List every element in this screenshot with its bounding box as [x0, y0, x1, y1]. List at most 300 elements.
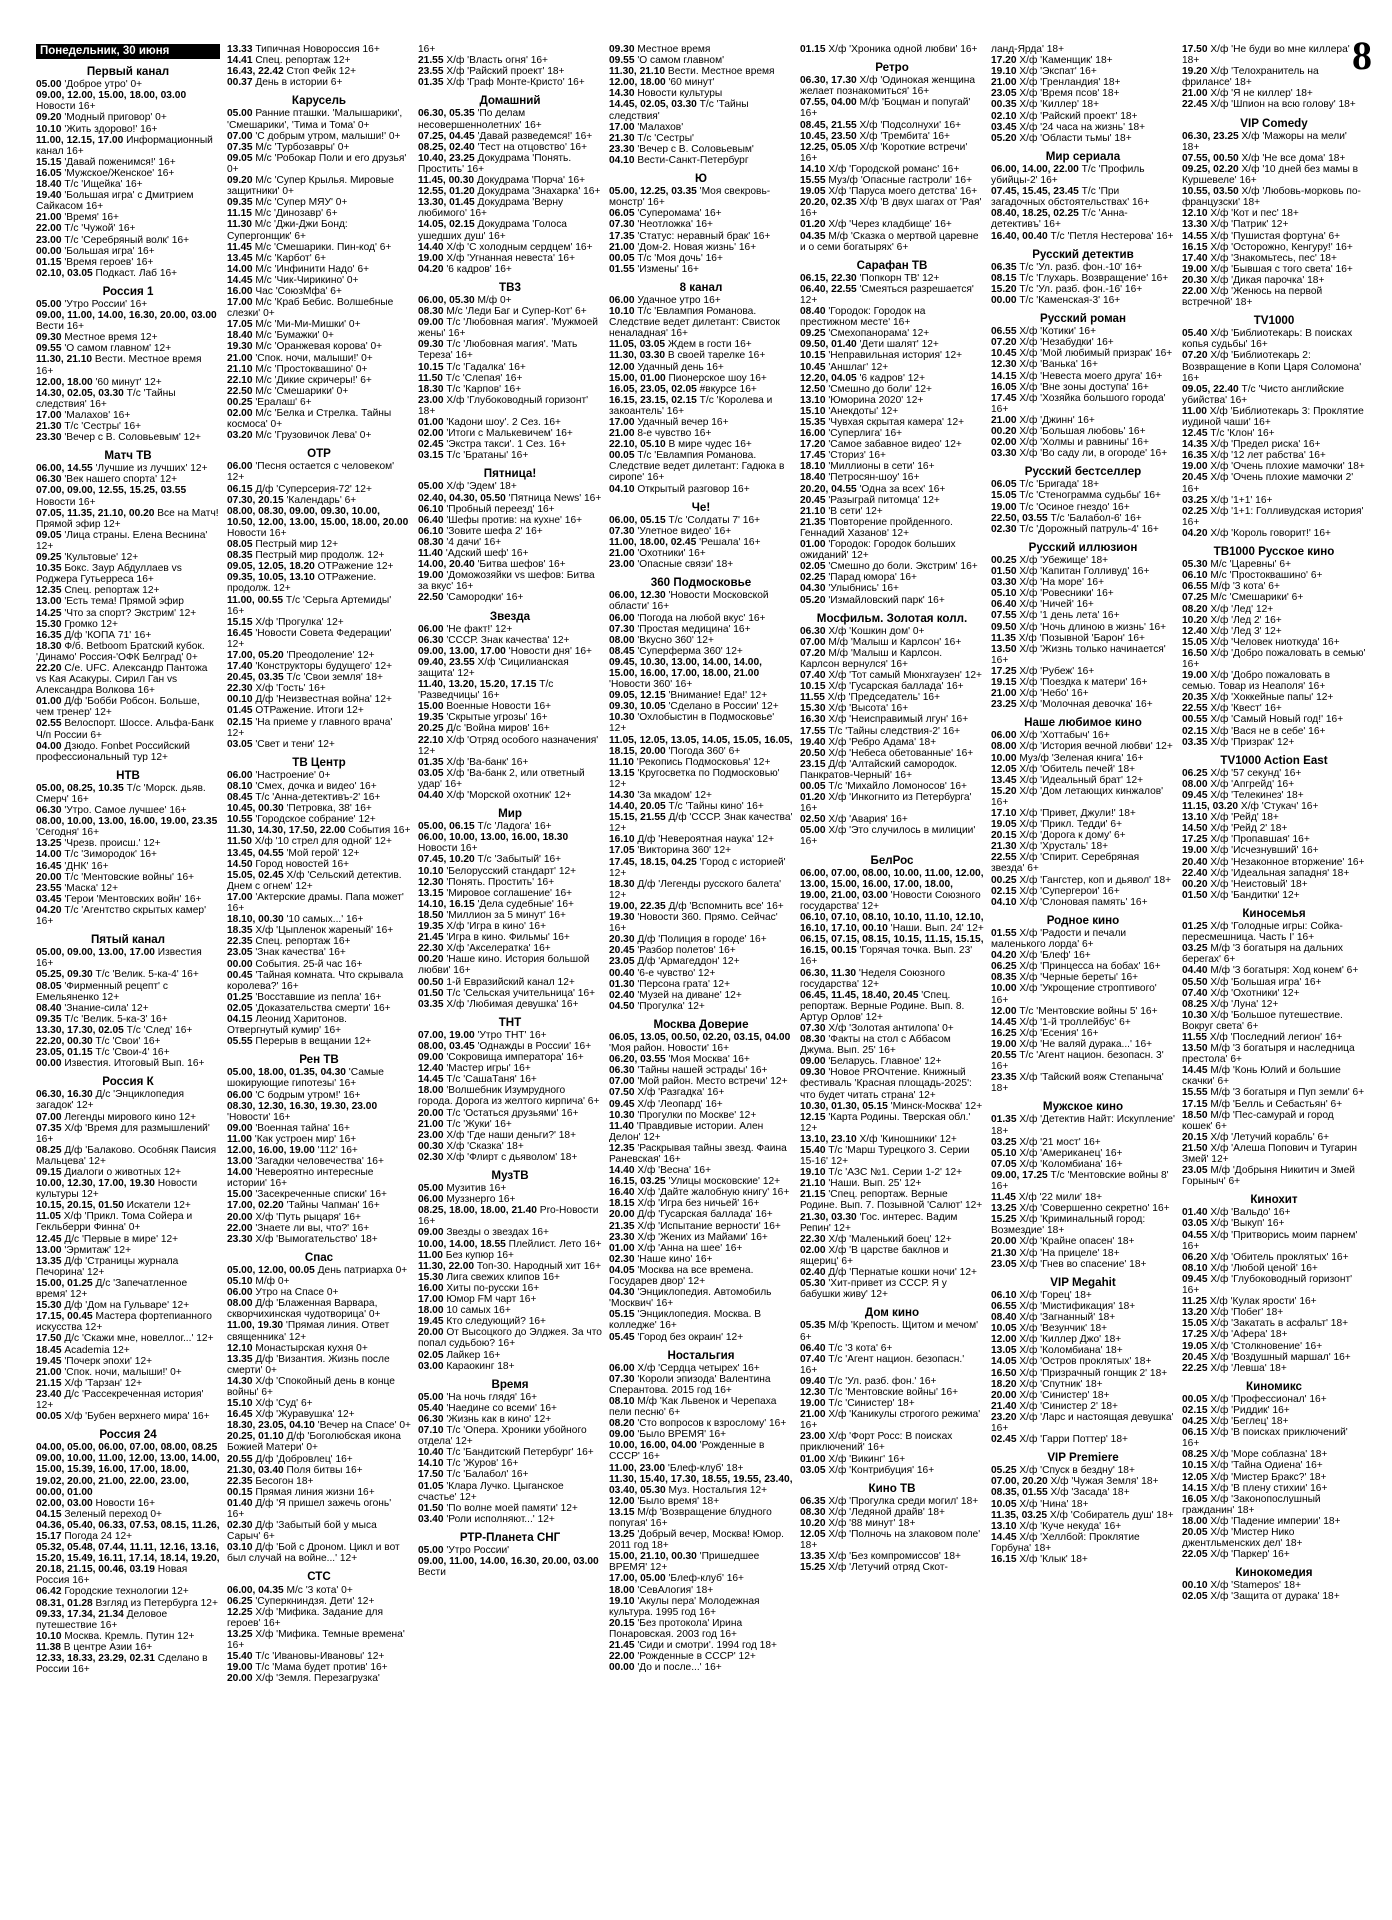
program-title: 'Лица страны. Елена Веснина' 12+	[36, 529, 208, 552]
program-entry	[1182, 1405, 1366, 1416]
program-time: 16.15, 03.25	[609, 1176, 669, 1188]
program-entry	[609, 1440, 793, 1462]
program-entry	[800, 273, 984, 284]
program-entry	[609, 934, 793, 945]
program-entry	[418, 1514, 602, 1525]
program-time: 07.40	[800, 670, 829, 682]
program-title: М/с 'Супер Крылья. Мировые защитники' 0+	[227, 175, 394, 198]
program-title: С/е. UFC. Александр Пантожа vs Кая Асакуры. Сирил Ган vs Александра Волкова 16+	[36, 662, 208, 697]
program-entry	[36, 894, 220, 905]
program-time: 10.00	[991, 752, 1020, 764]
program-time: 04.20	[1182, 527, 1211, 539]
program-time: 14.41	[227, 55, 256, 67]
program-title: М/с '3 кота' 0+	[286, 1584, 353, 1596]
program-entry	[227, 1487, 411, 1498]
program-time: 12.10	[227, 1342, 256, 1354]
program-time: 00.25	[991, 554, 1020, 566]
program-time: 00.25	[991, 874, 1020, 886]
program-title: Academia 12+	[64, 1344, 130, 1356]
channel-name: Спас	[304, 1250, 334, 1264]
program-entry	[609, 1065, 793, 1076]
program-title: Т/с 'Евлампия Романова. Следствие ведет дилетант: Гадюка в сиропе' 16+	[609, 450, 785, 484]
program-entry	[418, 253, 602, 264]
program-entry	[991, 1379, 1175, 1390]
program-time: 07.35	[227, 141, 256, 153]
program-title: 'Энциклопедия. Москва. В колледже' 16+	[609, 1309, 762, 1332]
program-title: 'Городок: Городок больших ожиданий' 12+	[800, 539, 956, 562]
program-entry	[227, 1036, 411, 1047]
program-title: Открытый разговор 16+	[637, 483, 750, 495]
program-entry	[1182, 999, 1366, 1010]
program-time: 22.10	[418, 734, 447, 746]
program-entry	[1182, 890, 1366, 901]
program-time: 06.25	[227, 1595, 256, 1607]
program-time: 00.37	[227, 77, 256, 89]
program-entry	[418, 339, 602, 361]
program-entry	[36, 79, 220, 90]
program-time: 21.15	[800, 1189, 829, 1201]
program-entry	[1182, 1307, 1366, 1318]
program-title: Х/ф 'Бубен верхнего мира' 16+	[64, 1411, 210, 1423]
program-entry	[609, 373, 793, 384]
program-time: 13.33	[227, 44, 256, 55]
program-time: 10.30	[609, 1109, 638, 1121]
program-time: 18.10, 00.30	[227, 914, 287, 926]
program-entry	[800, 1134, 984, 1145]
program-entry	[418, 701, 602, 712]
program-title: Все на Матч! Прямой эфир 12+	[36, 507, 219, 530]
program-title: Х/ф 'Во саду ли, в огороде' 16+	[1019, 448, 1168, 460]
program-entry	[800, 637, 984, 648]
program-entry	[227, 694, 411, 705]
program-entry	[800, 131, 984, 142]
program-title: Х/ф 'Большая любовь' 16+	[1019, 426, 1146, 437]
program-time: 00.20	[1182, 878, 1211, 890]
program-time: 02.30	[991, 523, 1020, 535]
program-time: 15.05, 02.45	[227, 869, 287, 881]
program-entry	[36, 1311, 220, 1333]
program-title: Х/ф 'Ночь длиною в жизнь' 16+	[1019, 621, 1167, 633]
program-time: 07.30	[800, 1022, 829, 1034]
program-entry	[418, 1194, 602, 1205]
program-title: Х/ф 'Прикл. Тедди' 6+	[1019, 819, 1123, 831]
program-time: 08.35	[227, 550, 256, 562]
program-title: Х/ф 'Пушистая фортуна' 6+	[1210, 230, 1341, 242]
program-title: Х/ф 'Очень плохие мамочки' 18+	[1210, 461, 1365, 473]
program-time: 23.30	[609, 143, 638, 155]
program-title: Х/ф 'Леопард' 16+	[637, 1098, 723, 1110]
program-entry	[800, 428, 984, 439]
program-title: Новости 16+	[418, 843, 478, 855]
program-title: Х/ф 'Председатель' 16+	[827, 692, 941, 704]
program-title: 'Шефы против: на кухне' 16+	[446, 514, 583, 526]
program-entry	[991, 1521, 1175, 1532]
program-title: 'Почерк эпохи' 12+	[64, 1355, 153, 1367]
program-time: 17.40	[1182, 252, 1211, 264]
program-title: 'Новое PRОчтение. Книжный фестиваль 'Красная площадь-2025': что будет читать страна' 12+	[800, 1067, 972, 1101]
program-entry	[800, 814, 984, 825]
program-time: 15.00, 21.10, 00.30	[609, 1551, 700, 1563]
program-entry	[1182, 1230, 1366, 1252]
program-entry	[227, 1465, 411, 1476]
program-time: 07.55, 00.50	[1182, 152, 1242, 164]
program-title: 'Время' 16+	[64, 212, 119, 224]
program-title: Х/ф 'Авария' 16+	[828, 814, 908, 826]
program-entry	[800, 495, 984, 506]
program-entry	[1182, 1591, 1366, 1602]
program-time: 10.10	[418, 865, 447, 877]
program-title: Т/с 'Ментовские войны 8' 16+	[991, 1169, 1169, 1192]
program-entry	[418, 1041, 602, 1052]
program-time: 13.25	[609, 1529, 638, 1541]
program-entry	[800, 934, 984, 967]
channel-name: ТВ3	[499, 280, 521, 294]
program-time: 21.30, 03.30	[800, 1211, 860, 1223]
program-time: 15.00, 01.25	[36, 1277, 96, 1289]
program-time: 07.10	[418, 1425, 447, 1437]
program-title: Д/с 'Первые в мире' 12+	[64, 1233, 179, 1245]
program-entry	[36, 1089, 220, 1111]
program-time: 05.00	[36, 298, 65, 310]
program-entry	[227, 914, 411, 925]
program-title: Докудрама 'Порча' 16+	[476, 175, 586, 187]
program-time: 20.00	[609, 1209, 638, 1221]
program-title: 'Герои 'Ментовских войн' 16+	[64, 893, 202, 905]
program-title: Т/с 'Велик. 5-ка-4' 16+	[95, 969, 199, 981]
program-time: 16.40, 00.40	[991, 230, 1051, 242]
program-time: 10.15	[800, 350, 829, 362]
program-title: Т/с 'Свои земля' 18+	[286, 672, 383, 684]
program-title: Х/ф 'Путь рыцаря' 16+	[255, 1211, 361, 1223]
program-entry	[991, 1323, 1175, 1334]
channel-name: TV1000 Action East	[1220, 753, 1328, 767]
program-entry	[227, 1265, 411, 1276]
program-time: 05.40	[1182, 328, 1211, 340]
program-time: 13.30	[1182, 219, 1211, 231]
program-title: 'Улыбнись' 16+	[828, 583, 899, 595]
program-title: 'Петровка, 38' 16+	[286, 803, 372, 815]
program-entry	[36, 1367, 220, 1378]
program-title: Вести. Местное время 16+	[36, 354, 202, 377]
program-time: 16.05	[36, 167, 65, 179]
program-entry	[418, 428, 602, 439]
program-title: 'Сегодня' 16+	[36, 827, 100, 839]
program-entry	[227, 1431, 411, 1453]
program-time: 08.30	[800, 1034, 829, 1046]
program-time: 12.00, 16.00, 19.00	[227, 1145, 318, 1156]
program-title: Х/ф 'Лед' 12+	[1210, 603, 1274, 615]
program-entry	[36, 1058, 220, 1069]
program-entry	[609, 395, 793, 417]
program-time: 05.55	[227, 1036, 256, 1048]
program-time: 20.25, 01.10	[227, 1431, 287, 1443]
program-time: 00.10	[1182, 1580, 1211, 1592]
program-entry	[609, 812, 793, 834]
program-entry	[36, 1167, 220, 1178]
program-entry	[800, 362, 984, 373]
program-time: 09.25, 02.20	[1182, 163, 1242, 175]
program-time: 06.15	[227, 483, 256, 495]
program-title: 'Прямая линия. Ответ священника' 12+	[227, 1320, 390, 1343]
program-time: 17.00	[609, 121, 638, 133]
program-time: 22.55	[991, 852, 1020, 864]
program-entry	[418, 657, 602, 679]
program-entry	[991, 524, 1175, 535]
program-entry	[1182, 1087, 1366, 1098]
program-entry	[418, 515, 602, 526]
program-entry	[800, 1320, 984, 1342]
program-title: 'Факты на стол с Аббасом Джума. Вып. 25' 16+	[800, 1034, 951, 1057]
program-time: 18.40	[800, 472, 829, 484]
program-time: 12.55, 01.20	[418, 186, 478, 198]
program-time: 10.30, 01.30, 05.15	[800, 1100, 891, 1112]
program-entry	[991, 1334, 1175, 1345]
program-title: Т/с 'Сестры'	[637, 132, 694, 144]
program-entry	[36, 1586, 220, 1597]
program-time: 14.45	[991, 1016, 1020, 1028]
program-time: 11.30, 22.00	[418, 1260, 477, 1272]
program-title: Х/ф 'Клык' 18+	[1019, 1554, 1088, 1565]
program-time: 16.35	[1182, 450, 1211, 462]
program-title: Х/ф 'Высота' 16+	[828, 703, 909, 715]
channel-name: Мир	[498, 807, 522, 821]
program-entry	[609, 879, 793, 901]
program-entry	[991, 1390, 1175, 1401]
program-title: 'Знак качества' 16+	[255, 947, 346, 959]
program-time: 05.00	[418, 1183, 447, 1195]
program-entry	[418, 570, 602, 592]
program-title: Д/ф 'Дом на Гульваре' 12+	[64, 1300, 190, 1312]
program-time: 19.00	[991, 1038, 1020, 1050]
program-title: 'С бодрым утром!' 16+	[255, 1089, 361, 1101]
channel-name: Карусель	[291, 94, 347, 108]
program-title: Х/ф 'Телекинез' 18+	[1210, 790, 1304, 801]
program-title: 'СевАлогия' 18+	[637, 1584, 714, 1596]
program-time: 05.00	[418, 481, 447, 493]
program-entry	[227, 430, 411, 441]
program-entry	[1182, 495, 1366, 506]
program-entry	[36, 1200, 220, 1211]
program-time: 00.00	[609, 1662, 638, 1674]
program-title: Спец. репортаж 12+	[255, 55, 351, 67]
program-entry	[991, 1203, 1175, 1214]
channel-name: Русский бестселлер	[1024, 465, 1142, 479]
program-time: 15.05	[1182, 1318, 1211, 1330]
program-time: 23.25	[991, 699, 1020, 711]
program-time: 04.35	[800, 230, 829, 242]
program-entry	[418, 66, 602, 77]
program-entry	[1182, 570, 1366, 581]
program-time: 12.00	[609, 1495, 638, 1507]
program-entry	[1182, 1132, 1366, 1143]
program-entry	[609, 1551, 793, 1573]
channel-name: Дом кино	[864, 1306, 920, 1320]
program-entry	[609, 186, 793, 208]
program-time: 07.00, 09.00, 12.55, 15.25, 03.55	[36, 485, 187, 497]
program-title: Ждем в гости 16+	[667, 339, 752, 351]
program-entry	[1182, 275, 1366, 286]
program-title: Город новостей 16+	[255, 858, 350, 870]
program-time: 15.20	[991, 785, 1020, 797]
program-time: 18.30	[418, 383, 447, 395]
program-time: 14.05, 02.15	[418, 219, 478, 231]
program-entry	[991, 555, 1175, 566]
program-time: 10.20	[800, 1518, 829, 1529]
program-entry	[609, 264, 793, 275]
program-title: Х/ф 'Спокойный день в конце войны' 6+	[227, 1375, 395, 1398]
program-title: Х/ф 'Очень плохие мамочки 2' 16+	[1182, 472, 1354, 495]
program-title: М/с 'Смешарики. Пин-код' 6+	[254, 241, 392, 253]
program-title: 'Город без окраин' 12+	[637, 1331, 744, 1343]
program-entry	[800, 186, 984, 197]
program-entry	[991, 983, 1175, 1005]
program-entry	[36, 1047, 220, 1058]
program-title: Х/ф 'Законопослушный гражданин' 18+	[1182, 1493, 1321, 1516]
program-title: Х/ф 'Хрусталь' 18+	[1019, 841, 1109, 853]
program-time: 20.45, 03.35	[227, 672, 287, 684]
program-time: 04.15	[36, 1508, 65, 1520]
program-entry	[609, 1076, 793, 1087]
program-entry	[227, 650, 411, 661]
program-title: Т/с 'Гадалка' 16+	[446, 361, 526, 373]
program-time: 17.45	[800, 450, 829, 462]
program-time: 14.50	[1182, 823, 1211, 835]
program-time: 14.15	[991, 370, 1020, 382]
program-entry	[991, 950, 1175, 961]
program-time: 20.20, 02.35	[800, 197, 860, 209]
program-entry	[609, 590, 793, 612]
program-entry	[609, 979, 793, 990]
program-title: Т/с 'Морск. дьяв. Смерч' 16+	[36, 782, 206, 805]
program-entry	[609, 450, 793, 483]
program-entry	[609, 1429, 793, 1440]
program-title: Х/ф 'Падение империи' 18+	[1210, 1515, 1341, 1527]
program-time: 11.25	[1182, 1296, 1210, 1308]
program-title: 'Самородки' 16+	[446, 592, 524, 604]
program-time: 01.00	[800, 1453, 829, 1465]
program-entry	[1182, 1449, 1366, 1460]
program-time: 11.05, 03.05	[609, 339, 668, 351]
program-title: 'Новости Совета Федерации' 12+	[227, 627, 392, 650]
program-entry	[1182, 461, 1366, 472]
program-entry	[36, 179, 220, 190]
program-time: 13.10, 23.10	[800, 1133, 860, 1145]
program-time: 01.00	[36, 696, 65, 708]
program-title: '6 кадров' 12+	[859, 372, 926, 384]
program-time: 08.00, 03.45	[418, 1040, 478, 1052]
program-entry	[1182, 286, 1366, 308]
program-time: 02.30	[227, 1520, 256, 1532]
program-title: 'Сиди и смотри'. 1994 год 18+	[637, 1640, 777, 1652]
program-time: 20.00	[991, 1389, 1020, 1401]
program-title: 'Юморина 2020' 12+	[828, 394, 924, 406]
program-time: 09.05, 22.40	[1182, 383, 1242, 395]
program-title: 'Дом-2. Новая жизнь' 16+	[637, 241, 757, 253]
program-entry	[991, 99, 1175, 110]
program-time: 13.25	[36, 838, 65, 850]
program-time: 10.00	[991, 983, 1020, 995]
program-time: 21.30, 03.40	[227, 1464, 287, 1476]
program-entry	[991, 1345, 1175, 1356]
program-title: Т/с 'Ул. разб. фон.-10' 16+	[1019, 261, 1143, 273]
program-entry	[1182, 812, 1366, 823]
program-title: Х/ф 'Лед 2' 16+	[1210, 614, 1282, 626]
program-title: Д/ф 'Боголюбская икона Божией Матери' 0+	[227, 1431, 401, 1454]
program-title: М/ф '3 богатыря и наследница престола' 6+	[1182, 1043, 1355, 1066]
program-time: 03.10	[227, 1542, 256, 1554]
program-entry	[800, 1212, 984, 1234]
program-time: 07.20	[800, 647, 829, 659]
program-title: 'Хит-привет из СССР. Я у бабушки живу' 12+	[800, 1278, 947, 1301]
program-time: 08.30	[418, 536, 447, 548]
program-title: 'Адский шеф' 16+	[445, 548, 529, 560]
program-title: Ранние пташки. 'Малышарики', 'Смешарики', 'Тима и Тома' 0+	[227, 108, 403, 131]
program-time: 21.15	[36, 1377, 65, 1389]
program-entry	[418, 1108, 602, 1119]
program-time: 07.20	[991, 337, 1020, 349]
program-time: 21.00	[991, 414, 1020, 426]
channel-name: БелРос	[870, 853, 914, 867]
program-entry	[36, 861, 220, 872]
program-entry	[991, 371, 1175, 382]
program-entry	[36, 463, 220, 474]
program-entry	[227, 275, 411, 286]
program-time: 16.45	[227, 627, 256, 639]
program-time: 11.00	[1182, 405, 1210, 417]
program-time: 05.00	[800, 825, 829, 837]
program-time: 06.00	[609, 1362, 638, 1374]
program-time: 06.30, 17.30	[800, 75, 860, 87]
program-entry	[800, 912, 984, 934]
program-time: 23.55	[418, 66, 447, 78]
program-entry	[1182, 1263, 1366, 1274]
program-title: Х/ф 'Тайский вояж Степаныча' 18+	[991, 1072, 1164, 1095]
program-time: 14.25	[36, 607, 65, 619]
program-entry	[1182, 692, 1366, 703]
program-title: Х/ф 'Трембита' 16+	[859, 130, 950, 142]
program-entry	[418, 821, 602, 832]
program-time: 04.50	[609, 1000, 638, 1012]
program-time: 22.00	[36, 223, 65, 235]
channel-name: VIP Megahit	[1050, 1275, 1116, 1289]
program-title: Т/с 'При загадочных обстоятельствах' 16+	[991, 186, 1150, 209]
program-entry	[36, 354, 220, 376]
program-entry	[36, 343, 220, 354]
program-title: Москва. Кремль. Путин 12+	[64, 1630, 195, 1642]
program-time: 10.45, 23.50	[800, 130, 860, 142]
program-title: Вести. Местное время	[667, 66, 775, 78]
program-title: Докудрама 'Голоса ушедших душ' 16+	[418, 219, 567, 242]
program-entry	[991, 262, 1175, 273]
program-time: 08.40	[36, 1002, 65, 1014]
program-title: Х/ф 'Неисправимый лгун' 16+	[828, 714, 969, 726]
program-entry	[991, 1006, 1175, 1017]
program-time: 05.00, 12.00, 00.05	[227, 1264, 318, 1276]
program-title: Х/ф 'Холмы и равнины' 16+	[1019, 437, 1149, 449]
program-title: Х/ф 'Совершенно секретно' 16+	[1019, 1203, 1170, 1215]
program-time: 05.00, 12.25, 03.35	[609, 186, 700, 198]
program-title: Д/ф 'Пернатые кошки ночи' 12+	[828, 1267, 977, 1279]
program-time: 18.30	[609, 878, 638, 890]
program-title: Х/ф 'Гренландия' 18+	[1019, 77, 1121, 89]
program-entry	[36, 849, 220, 860]
program-time: 18.00	[1182, 1515, 1211, 1527]
program-entry	[227, 1200, 411, 1211]
program-entry	[36, 257, 220, 268]
program-title: 'О самом главном' 12+	[64, 343, 172, 355]
program-entry	[418, 1545, 602, 1556]
program-entry	[1182, 1427, 1366, 1449]
